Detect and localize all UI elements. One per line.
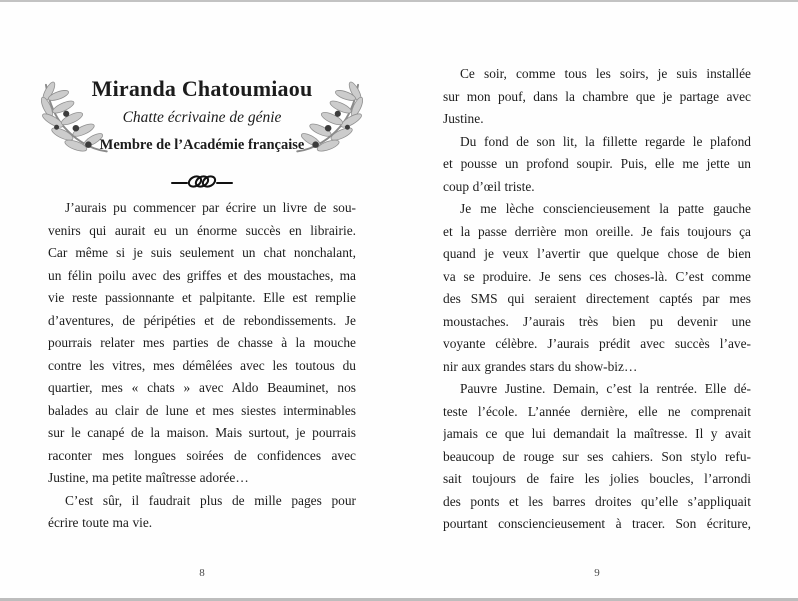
- text-line: des SMS qui seraient directement captés par mes: [443, 291, 751, 306]
- text-line: va se produire. Je sens ces choses-là. C’est comme: [443, 268, 751, 284]
- text-line: Ce soir, comme tous les soirs, je suis installée: [460, 66, 751, 81]
- text-line: voyante célèbre. J’aurais prédit avec succès l’ave-: [443, 336, 751, 351]
- text-line: J’aurais pu commencer par écrire un livre de sou-: [65, 200, 356, 215]
- author-subtitle: Chatte écrivaine de génie: [122, 109, 282, 126]
- text-line: C’est sûr, il faudrait plus de mille pages pour: [65, 492, 356, 508]
- text-line: un félin poilu avec des griffes et des moustaches, ma: [48, 267, 356, 283]
- author-title: Miranda Chatoumiaou: [91, 76, 313, 101]
- right-page-text: [443, 63, 751, 536]
- text-line: teste l’école. L’année dernière, elle ne comprenait: [443, 403, 751, 419]
- page-number-right: 9: [594, 567, 600, 579]
- text-line: Justine.: [443, 111, 484, 126]
- right-page: [443, 0, 751, 601]
- text-line: coup d’œil triste.: [443, 178, 535, 194]
- text-line: pourrais relater mes parties de chasse à la mouche: [48, 335, 356, 350]
- text-line: pourtant consciencieusement à tracer. Son écriture,: [443, 516, 751, 531]
- text-line: et la passe derrière mon oreille. Je fais toujours ça: [443, 223, 751, 239]
- text-line: Justine, ma petite maîtresse adorée…: [48, 470, 249, 485]
- text-line: raconter mes longues soirées de confidences avec: [48, 447, 356, 463]
- text-line: Car même si je suis seulement un chat nonchalant,: [48, 245, 356, 260]
- text-line: beaucoup de rouge sur ses cahiers. Son stylo refu-: [443, 448, 751, 464]
- twisted-knot-divider-icon: [48, 170, 356, 194]
- left-page: [48, 0, 356, 601]
- author-affiliation: Membre de l’Académie française: [99, 137, 305, 153]
- text-line: jamais ce que lui demandait la maîtresse. Il y avait: [443, 426, 751, 441]
- text-line: et pousse un profond soupir. Puis, elle me jette un: [443, 156, 751, 171]
- text-line: d’aventures, de péripéties et de rebondissements. Je: [48, 312, 356, 328]
- text-line: sait toujours de faire les jolies boucles, l’arrondi: [443, 471, 751, 486]
- text-line: Pauvre Justine. Demain, c’est la rentrée. Elle dé-: [460, 381, 751, 396]
- text-line: contre les vitres, mes démêlées avec les toutous du: [48, 357, 356, 373]
- text-line: des ponts et les barres droites qu’elle s’appliquait: [443, 493, 751, 509]
- text-line: vie reste passionnante et palpitante. Elle est remplie: [48, 290, 356, 305]
- text-line: venirs qui aurait eu un énorme succès en librairie.: [48, 222, 356, 238]
- text-line: Je me lèche consciencieusement la patte gauche: [460, 201, 751, 216]
- text-line: moustaches. J’aurais très bien pu devenir une: [443, 313, 751, 329]
- text-line: Du fond de son lit, la fillette regarde le plafond: [460, 133, 751, 149]
- page-number-left: 8: [199, 567, 205, 579]
- text-line: écrire toute ma vie.: [48, 515, 153, 530]
- text-line: nir aux grandes stars du show-biz…: [443, 358, 638, 374]
- left-page-text: [48, 197, 356, 535]
- text-line: balades au clair de lune et mes siestes interminables: [48, 402, 356, 418]
- text-line: quartier, mes « chats » avec Aldo Beauminet, nos: [48, 380, 356, 395]
- text-line: sur le canapé de la maison. Mais surtout, je pourrais: [48, 425, 356, 440]
- text-line: quand je veux l’avertir que quelque chose de bien: [443, 246, 751, 261]
- text-line: sur mon pouf, dans la chambre que je partage avec: [443, 88, 751, 104]
